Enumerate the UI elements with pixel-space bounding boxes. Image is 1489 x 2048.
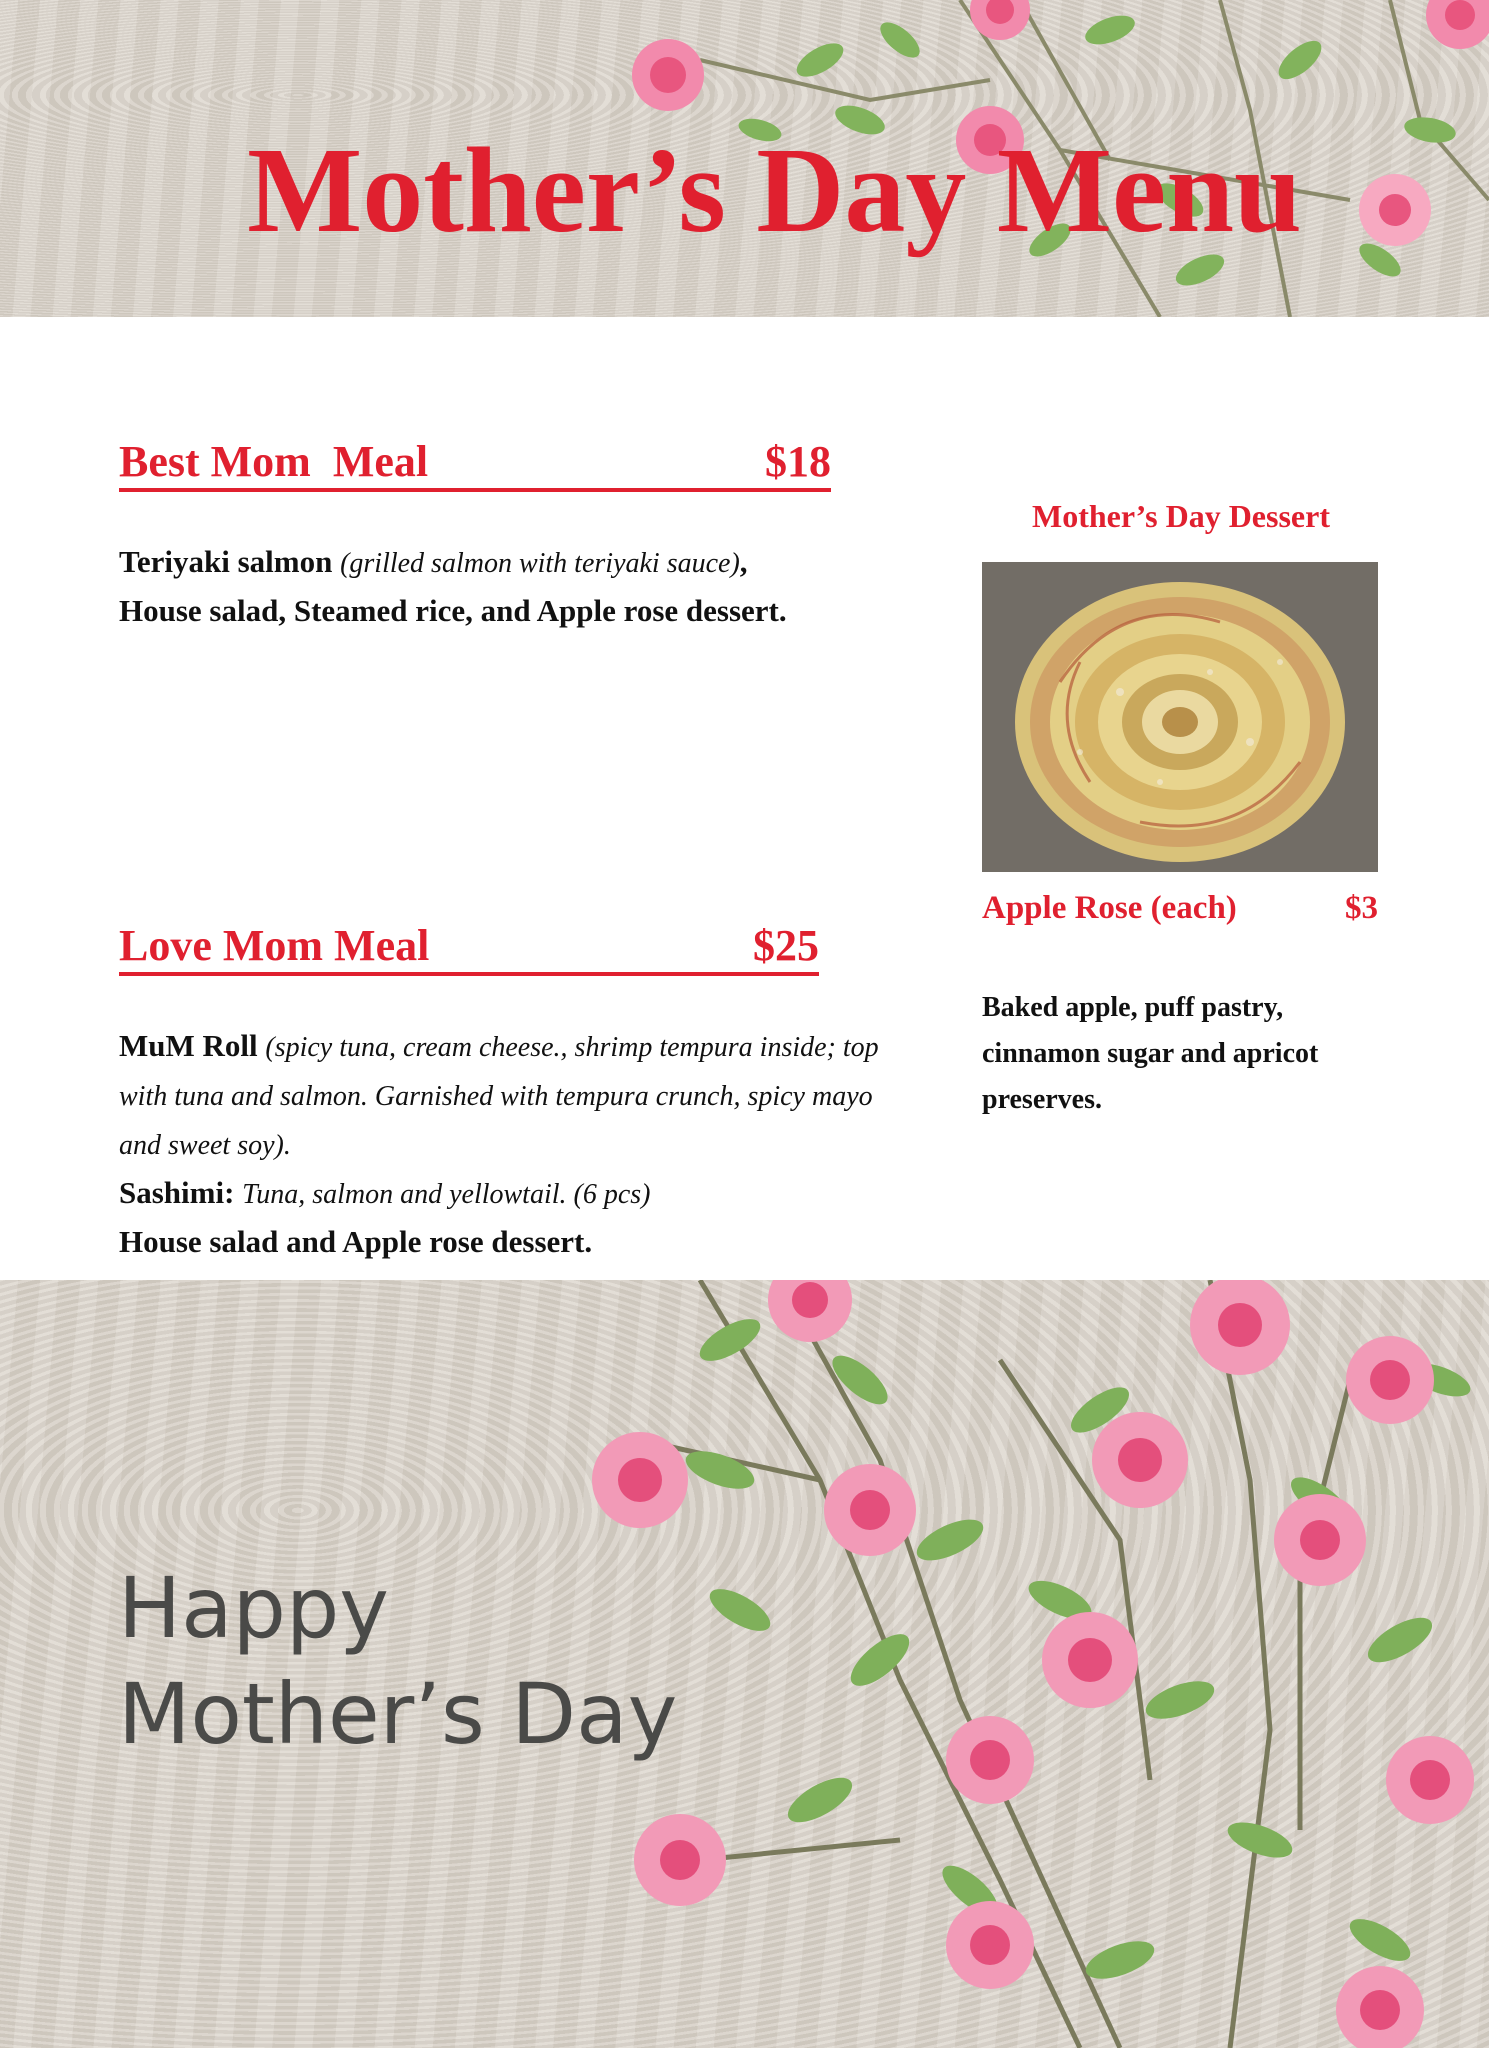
dessert-price: $3 xyxy=(1345,890,1378,926)
dessert-item xyxy=(982,890,1378,927)
roll-name: MuM Roll xyxy=(119,1028,258,1063)
meal-heading-best-mom xyxy=(119,438,831,492)
meal-heading-love-mom xyxy=(119,922,819,976)
meal-name: Love Mom Meal xyxy=(119,921,430,970)
meal-description-love-mom xyxy=(119,1022,879,1265)
meal-description-best-mom xyxy=(119,538,949,634)
dessert-heading: Mother’s Day Dessert xyxy=(1032,498,1330,534)
greeting-line-2: Mother’s Day xyxy=(118,1665,678,1763)
menu-title: Mother’s Day Menu xyxy=(247,123,1302,258)
greeting-text xyxy=(118,1555,677,1767)
footer-banner xyxy=(0,1280,1489,2048)
main-item-note: (grilled salmon with teriyaki sauce) xyxy=(340,548,740,579)
meal-line-1: Teriyaki salmon (grilled salmon with teriyaki sauce), xyxy=(119,544,748,579)
roll-description xyxy=(119,1022,879,1169)
meal-name: Best Mom Meal xyxy=(119,437,429,486)
apple-rose-photo xyxy=(982,562,1378,872)
meal-last-line: House salad and Apple rose dessert. xyxy=(119,1224,593,1259)
header-banner xyxy=(0,0,1489,317)
meal-price: $25 xyxy=(753,921,819,970)
dessert-name: Apple Rose (each) xyxy=(982,890,1237,926)
meal-price: $18 xyxy=(765,437,831,486)
dessert-description: Baked apple, puff pastry, cinnamon sugar and apricot preserves. xyxy=(982,992,1319,1115)
greeting-line-1: Happy xyxy=(118,1559,389,1657)
main-item: Teriyaki salmon xyxy=(119,544,333,579)
roll-note: (spicy tuna, cream cheese., shrimp tempura inside; top with tuna and salmon. Garnished with tempura crunch, spicy mayo and sweet soy). xyxy=(119,1032,879,1161)
sashimi-label: Sashimi: xyxy=(119,1175,235,1210)
meal-line-2: House salad, Steamed rice, and Apple rose dessert. xyxy=(119,593,787,628)
sashimi-note: Tuna, salmon and yellowtail. (6 pcs) xyxy=(242,1179,651,1210)
sashimi-line xyxy=(119,1169,879,1218)
